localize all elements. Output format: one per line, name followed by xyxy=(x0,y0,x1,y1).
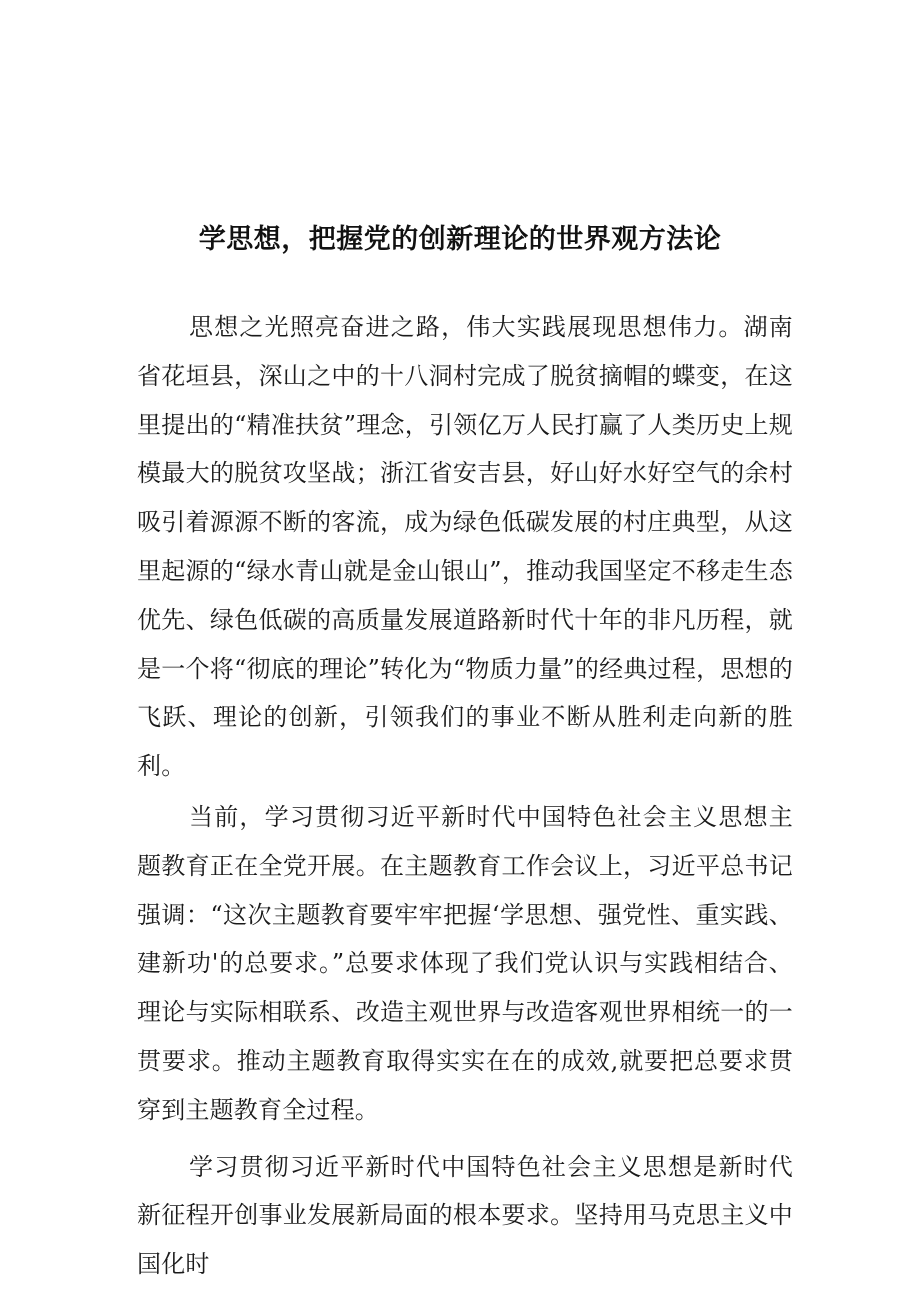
document-title: 学思想，把握党的创新理论的世界观方法论 xyxy=(198,224,722,256)
paragraph: 学习贯彻习近平新时代中国特色社会主义思想是新时代新征程开创事业发展新局面的根本要求。坚持用马克思主义中国化时 xyxy=(137,1152,793,1279)
document-body xyxy=(137,303,793,1289)
paragraph: 思想之光照亮奋进之路，伟大实践展现思想伟力。湖南省花垣县，深山之中的十八洞村完成了脱贫摘帽的蝶变，在这里提出的“精准扶贫”理念，引领亿万人民打赢了人类历史上规模最大的脱贫攻坚战；浙江省安吉县，好山好水好空气的余村吸引着源源不断的客流，成为绿色低碳发展的村庄典型，从这里起源的“绿水青山就是金山银山”，推动我国坚定不移走生态优先、绿色低碳的高质量发展道路新时代十年的非凡历程，就是一个将“彻底的理论”转化为“物质力量”的经典过程，思想的飞跃、理论的创新，引领我们的事业不断从胜利走向新的胜利。 xyxy=(137,313,793,781)
paragraph: 当前，学习贯彻习近平新时代中国特色社会主义思想主题教育正在全党开展。在主题教育工作会议上，习近平总书记强调：“这次主题教育要牢牢把握‘学思想、强党性、重实践、建新功'的总要求。”总要求体现了我们党认识与实践相结合、理论与实际相联系、改造主观世界与改造客观世界相统一的一贯要求。推动主题教育取得实实在在的成效,就要把总要求贯穿到主题教育全过程。 xyxy=(137,802,793,1124)
